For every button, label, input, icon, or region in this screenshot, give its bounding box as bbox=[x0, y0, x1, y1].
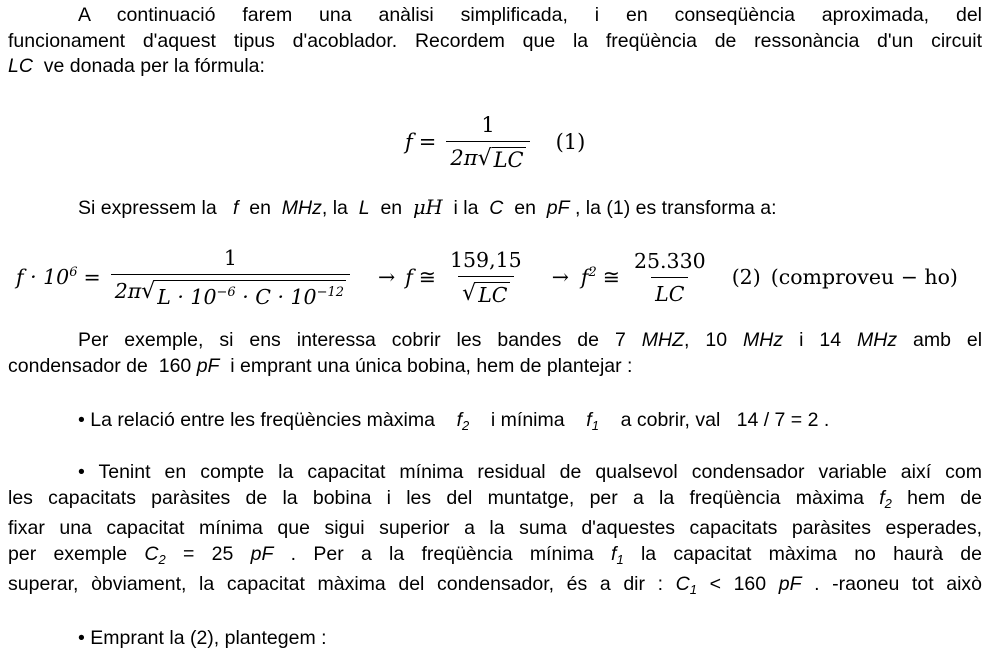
example-line2-text-a: condensador de bbox=[8, 354, 148, 377]
example-text-3: amb el bbox=[913, 329, 983, 351]
eq2-lhs-exp: 6 bbox=[69, 265, 78, 280]
example-capacitor-unit: pF bbox=[196, 354, 220, 377]
example-paragraph: Per exemple, si ens interessa cobrir les bandes de 7 MHZ, 10 MHz i 14 MHz amb el condensador de 160 pF i emprant una única bobina, hem de plantejar : bbox=[8, 329, 983, 377]
units-var-mhz: MHz bbox=[281, 197, 322, 219]
example-text-2: i bbox=[799, 329, 804, 351]
example-band-3-value: 14 bbox=[819, 329, 842, 351]
example-band-1-unit: MHZ bbox=[641, 329, 684, 351]
eq2-numerator-3: 25.330 bbox=[633, 248, 706, 273]
bullet-2-line-2b: hem de bbox=[907, 486, 982, 509]
units-text-1: Si expressem la bbox=[78, 197, 217, 219]
bullet-2-line-3: fixar una capacitat mínima que sigui superior a la suma d'aquestes capacitats paràsites esperades, bbox=[8, 517, 982, 539]
eq1-tag: (1) bbox=[555, 130, 586, 154]
bullet-1-marker: • bbox=[78, 409, 85, 431]
bullet-3-marker: • bbox=[78, 627, 85, 649]
eq2-approx-2: ≅ bbox=[602, 265, 620, 289]
bullet-2-line-1: Tenint en compte la capacitat mínima residual de qualsevol condensador variable així com bbox=[98, 461, 982, 483]
bullet-2-line-5b: . -raoneu tot això bbox=[814, 573, 982, 595]
bullet-2-c1-value: < 160 bbox=[709, 573, 767, 595]
intro-line-3: ve donada per la fórmula: bbox=[43, 55, 265, 77]
units-text-5: i la bbox=[453, 197, 479, 219]
example-band-2-value: 10 bbox=[705, 329, 728, 351]
eq2-fraction-1 bbox=[111, 245, 350, 309]
eq1-den-prefix: 2π bbox=[450, 146, 478, 170]
eq2-denominator-3: LC bbox=[651, 277, 688, 307]
bullet-2-line-4b: . Per a la freqüència mínima bbox=[290, 542, 594, 565]
bullet-2-c1-unit: pF bbox=[778, 573, 802, 595]
intro-var-lc: LC bbox=[8, 55, 33, 77]
eq2-f-exp: 2 bbox=[588, 265, 597, 280]
eq2-f: f bbox=[405, 265, 413, 289]
eq2-sqrt-2: √ LC bbox=[462, 281, 508, 307]
eq2-arrow-1: → bbox=[378, 265, 396, 289]
eq1-equals: = bbox=[418, 130, 437, 154]
eq2-den-prefix: 2π bbox=[114, 279, 142, 303]
eq1-numerator: 1 bbox=[481, 113, 495, 137]
bullet-2-line-2a: les capacitats paràsites de la bobina i les del muntatge, per a la freqüència màxima bbox=[8, 486, 865, 509]
eq1-sqrt: √ LC bbox=[477, 146, 524, 172]
units-text-3: , la bbox=[321, 197, 348, 219]
bullet-capacitance bbox=[8, 460, 982, 603]
eq2-radicand-2: LC bbox=[478, 283, 508, 307]
intro-line-2: funcionament d'aquest tipus d'acoblador. Recordem que la freqüència de ressonància d'un circuit bbox=[8, 29, 982, 52]
eq2-arrow-2: → bbox=[551, 265, 569, 289]
intro-paragraph bbox=[8, 3, 982, 80]
eq1-radicand: LC bbox=[493, 148, 524, 172]
example-capacitor-value: 160 bbox=[158, 354, 192, 377]
eq2-lhs: f · 10 bbox=[16, 265, 70, 289]
eq2-fraction-3 bbox=[630, 248, 710, 307]
example-band-2-unit: MHz bbox=[743, 329, 784, 351]
bullet-using-equation bbox=[78, 627, 327, 650]
eq2-numerator-2: 159,15 bbox=[449, 248, 522, 272]
bullet-2-var-c1: $C_1$ bbox=[675, 573, 697, 597]
eq2-exp-a: −6 bbox=[216, 285, 236, 300]
bullet-1-text-1: La relació entre les freqüències màxima bbox=[90, 409, 435, 431]
bullet-2-line-5a: superar, òbviament, la capacitat màxima del condensador, és a dir : bbox=[8, 573, 664, 595]
units-text-6: en bbox=[514, 197, 536, 219]
bullet-1-var-f2: $f_2$ bbox=[456, 409, 470, 433]
units-paragraph bbox=[78, 196, 777, 220]
example-text-1: Per exemple, si ens interessa cobrir les bandes de bbox=[78, 329, 599, 351]
bullet-2-line-4c: la capacitat màxima no haurà de bbox=[640, 542, 982, 565]
eq2-numerator-1: 1 bbox=[223, 246, 237, 270]
equation-1 bbox=[405, 112, 585, 172]
eq2-tag: (2) bbox=[731, 265, 761, 289]
bullet-3-text: Emprant la (2), plantegem : bbox=[90, 627, 327, 649]
bullet-1-text-2: i mínima bbox=[490, 409, 565, 431]
eq2-radicand-a: L · 10 bbox=[157, 285, 217, 309]
eq2-radicand-b: · C · 10 bbox=[235, 285, 317, 309]
eq1-lhs: f bbox=[405, 130, 413, 154]
units-text-2: en bbox=[249, 197, 271, 219]
units-text-4: en bbox=[380, 197, 403, 219]
units-var-f: f bbox=[232, 197, 239, 219]
eq2-equals: = bbox=[83, 265, 101, 289]
eq2-sqrt-1: √ $L \cdot 10^{-6} \cdot C \cdot 10^{-12}$ bbox=[141, 279, 344, 309]
bullet-1-text-3: a cobrir, val bbox=[620, 409, 721, 431]
eq2-f-squared: f bbox=[580, 265, 589, 289]
eq2-approx-1: ≅ bbox=[418, 265, 436, 289]
example-line2-text-b: i emprant una única bobina, hem de plantejar : bbox=[230, 354, 633, 377]
units-var-l: L bbox=[358, 197, 370, 219]
eq2-note: (comproveu − ho) bbox=[770, 265, 958, 289]
bullet-1-var-f1: $f_1$ bbox=[586, 409, 599, 433]
example-band-1-value: 7 bbox=[614, 329, 626, 351]
bullet-2-marker: • bbox=[78, 461, 85, 483]
bullet-1-ratio: 14 / 7 = 2 . bbox=[736, 409, 830, 431]
units-text-7: , la (1) es transforma a: bbox=[574, 197, 777, 219]
bullet-2-var-f1: $f_1$ bbox=[611, 542, 624, 567]
bullet-2-var-f2: $f_2$ bbox=[879, 486, 892, 511]
bullet-frequency-ratio bbox=[78, 409, 829, 433]
example-band-3-unit: MHz bbox=[857, 329, 898, 351]
units-var-uh: μH bbox=[412, 196, 443, 219]
eq2-fraction-2 bbox=[446, 247, 526, 307]
bullet-2-c2-value: = 25 bbox=[183, 542, 234, 565]
bullet-2-line-4a: per exemple bbox=[8, 542, 128, 565]
bullet-2-c2-unit: pF bbox=[250, 542, 274, 565]
equation-2 bbox=[16, 245, 958, 309]
bullet-2-var-c2: $C_2$ bbox=[144, 542, 166, 567]
eq2-exp-b: −12 bbox=[316, 285, 344, 300]
intro-line-1: A continuació farem una anàlisi simplificada, i en conseqüència aproximada, del bbox=[78, 4, 982, 26]
eq1-fraction bbox=[446, 112, 529, 172]
units-var-c: C bbox=[489, 197, 504, 219]
units-var-pf: pF bbox=[546, 197, 570, 219]
